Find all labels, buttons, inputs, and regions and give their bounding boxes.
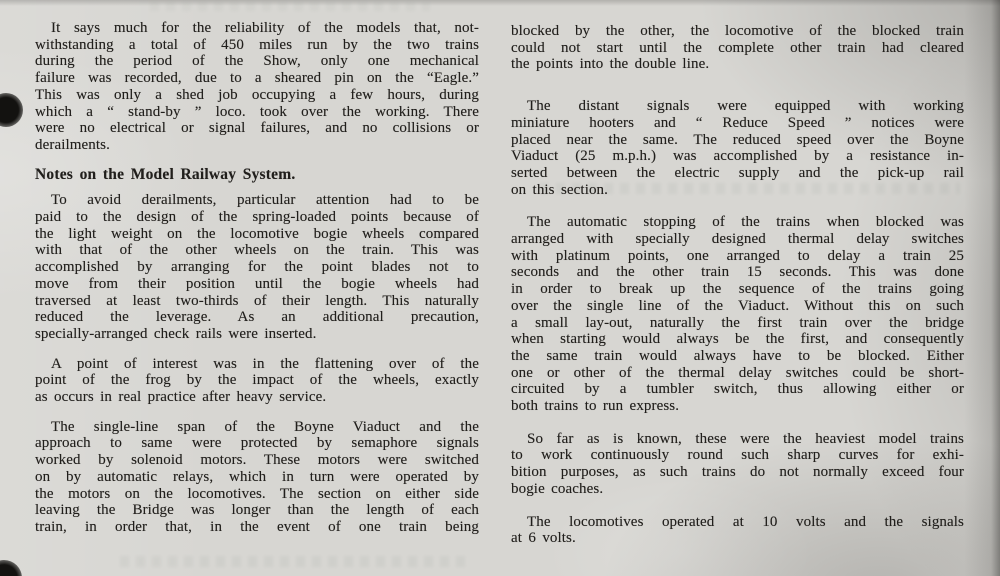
punch-hole-artifact xyxy=(0,560,22,576)
paragraph xyxy=(35,419,479,536)
punch-hole-artifact xyxy=(0,93,23,127)
text-line: blocked by the other, the locomotive of the blocked train xyxy=(511,23,964,39)
text-line: when starting would always be the first, and consequently xyxy=(511,331,964,348)
paragraph xyxy=(511,214,964,414)
text-line: the motors on the locomotives. The section on either side xyxy=(35,485,479,502)
paragraph xyxy=(35,20,479,154)
text-line: circuited by a tumbler switch, thus allowing either or xyxy=(511,381,964,398)
text-line: both trains to run express. xyxy=(511,398,680,415)
paragraph xyxy=(35,192,479,342)
text-line: were no electrical or signal failures, and no collisions or xyxy=(35,120,479,137)
text-line: bogie coaches. xyxy=(511,480,604,497)
text-line: miniature hooters and “ Reduce Speed ” notices were xyxy=(511,114,964,131)
text-line: point of the frog by the impact of the wheels, exactly xyxy=(35,372,479,389)
text-line: worked by solenoid motors. These motors were switched xyxy=(35,452,479,469)
text-line: over the single line of the Viaduct. Without this on such xyxy=(511,297,964,314)
paragraph xyxy=(511,514,964,547)
heading-text: Notes on the Model Railway System. xyxy=(35,165,296,183)
text-line: The single-line span of the Boyne Viaduct and the xyxy=(51,418,479,435)
text-line: serted between the electric supply and the pick-up rail xyxy=(511,164,964,181)
show-through-artifact xyxy=(120,556,470,567)
text-line: could not start until the complete other train had cleared xyxy=(511,39,964,56)
text-line: in order to break up the sequence of the trains going xyxy=(511,281,964,298)
text-line: on this section. xyxy=(511,181,609,198)
paragraph xyxy=(511,431,964,498)
text-line: failure was recorded, due to a sheared pin on the “Eagle.” xyxy=(35,70,479,87)
text-line: specially-arranged check rails were inserted. xyxy=(35,325,317,342)
text-line: at 6 volts. xyxy=(511,530,576,547)
paragraph xyxy=(511,98,964,198)
text-line: move from their position until the bogie wheels had xyxy=(35,275,479,292)
text-line: the same train would always have to be blocked. Either xyxy=(511,347,964,364)
text-line: reduced the leverage. As an additional precaution, xyxy=(35,309,479,326)
text-line: seconds and the other train 15 seconds. This was done xyxy=(511,264,964,281)
text-line: The distant signals were equipped with working xyxy=(527,98,964,115)
right-text-column xyxy=(511,23,964,563)
text-line: on by automatic relays, which in turn were operated by xyxy=(35,468,479,485)
show-through-artifact xyxy=(150,2,430,11)
text-line: This was only a shed job occupying a few hours, during xyxy=(35,86,479,103)
text-line: a small lay-out, naturally the first train over the bridge xyxy=(511,314,964,331)
text-line: the light weight on the locomotive bogie wheels compared xyxy=(35,225,479,242)
section-heading xyxy=(35,167,479,184)
text-line: The locomotives operated at 10 volts and the signals xyxy=(527,513,964,530)
text-line: the points into the double line. xyxy=(511,56,710,73)
paragraph xyxy=(511,23,964,73)
text-line: The automatic stopping of the trains when blocked was xyxy=(527,214,964,231)
text-line: A point of interest was in the flattening over of the xyxy=(51,355,479,372)
text-line: arranged with specially designed thermal delay switches xyxy=(511,231,964,248)
text-line: leaving the Bridge was longer than the length of each xyxy=(35,502,479,519)
text-line: withstanding a total of 450 miles run by the two trains xyxy=(35,36,479,53)
text-line: Viaduct (25 m.p.h.) was accomplished by a resistance in- xyxy=(511,148,964,165)
text-line: traversed at least two-thirds of their length. This naturally xyxy=(35,292,479,309)
text-line: train, in order that, in the event of one train being xyxy=(35,518,479,535)
text-line: bition purposes, as such trains do not normally exceed four xyxy=(511,464,964,481)
text-line: So far as is known, these were the heaviest model trains xyxy=(527,430,964,447)
text-line: to work continuously round such sharp curves for exhi- xyxy=(511,447,964,464)
text-line: one or other of the thermal delay switches could be short- xyxy=(511,364,964,381)
left-text-column xyxy=(35,20,479,549)
text-line: which a “ stand-by ” loco. took over the working. There xyxy=(35,103,479,120)
text-line: with platinum points, one arranged to delay a train 25 xyxy=(511,247,964,264)
text-line: derailments. xyxy=(35,136,110,153)
text-line: paid to the design of the spring-loaded points because of xyxy=(35,209,479,226)
text-line: approach to same were protected by semaphore signals xyxy=(35,435,479,452)
text-line: with that of the other wheels on the train. This was xyxy=(35,242,479,259)
text-line: To avoid derailments, particular attention had to be xyxy=(51,192,479,209)
text-line: during the period of the Show, only one mechanical xyxy=(35,53,479,70)
text-line: It says much for the reliability of the models that, not- xyxy=(51,20,479,36)
text-line: placed near the same. The reduced speed over the Boyne xyxy=(511,131,964,148)
text-line: accomplished by arranging for the point blades not to xyxy=(35,259,479,276)
text-line: as occurs in real practice after heavy service. xyxy=(35,389,327,406)
paragraph xyxy=(35,356,479,406)
